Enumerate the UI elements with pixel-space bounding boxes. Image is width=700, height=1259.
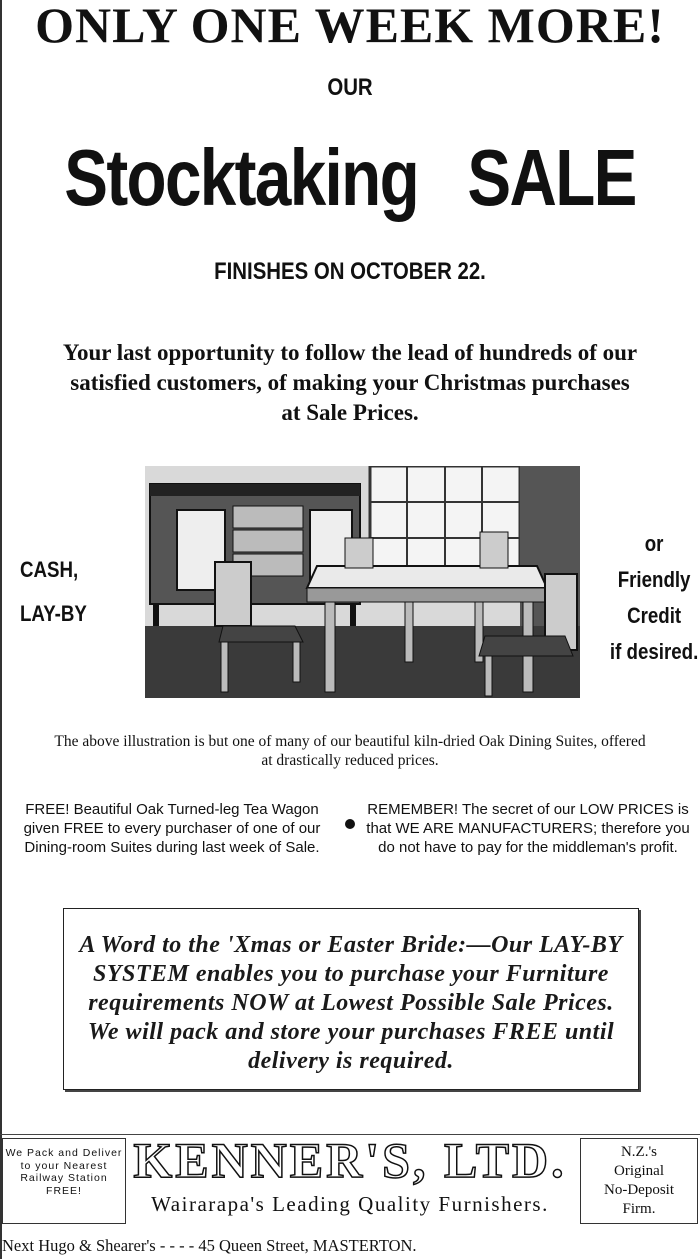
- subheading-our: OUR: [327, 74, 373, 101]
- bride-notice-box: [63, 908, 639, 1090]
- bride-notice-text: A Word to the 'Xmas or Easter Bride:—Our LAY-BY SYSTEM enables you to purchase your Furniture requirements NOW at Lowest Possible Sale Prices. We will pack and store your purchases FREE until delivery is required.: [79, 932, 623, 1074]
- nz-firm-box: [580, 1138, 698, 1224]
- sale-title: Stocktaking SALE: [64, 133, 636, 222]
- remember-text: REMEMBER! The secret of our LOW PRICES is that WE ARE MANUFACTURERS; therefore you do not have to pay for the middleman's profit.: [366, 801, 690, 856]
- payment-layby: LAY-BY: [20, 601, 87, 626]
- delivery-box: [2, 1138, 126, 1224]
- dining-suite-illustration: [145, 466, 580, 698]
- headline: ONLY ONE WEEK MORE!: [35, 0, 665, 53]
- payment-friendly: Friendly: [617, 567, 691, 592]
- nz-line-3: No-Deposit: [604, 1182, 674, 1198]
- payment-if-desired: if desired.: [609, 639, 699, 664]
- payment-or: or: [644, 531, 664, 556]
- illustration-caption: The above illustration is but one of many of our beautiful kiln-dried Oak Dining Suites, offered at drastically reduced prices.: [54, 733, 646, 769]
- lead-paragraph: Your last opportunity to follow the lead of hundreds of our satisfied customers, of making your Christmas purchases at Sale Prices.: [62, 340, 638, 425]
- payment-credit: Credit: [627, 603, 682, 628]
- brand-tagline: Wairarapa's Leading Quality Furnishers.: [151, 1192, 549, 1216]
- payment-options-left: [20, 548, 109, 636]
- nz-line-4: Firm.: [622, 1201, 656, 1217]
- nz-line-2: Original: [614, 1163, 664, 1179]
- brand-name: KENNER'S, LTD.: [133, 1132, 567, 1188]
- delivery-box-text: We Pack and Deliver to your Nearest Railway Station FREE!: [5, 1147, 123, 1197]
- payment-options-right: [608, 526, 700, 670]
- nz-line-1: N.Z.'s: [620, 1144, 658, 1160]
- free-offer-text: FREE! Beautiful Oak Turned-leg Tea Wagon given FREE to every purchaser of one of our Dining-room Suites during last week of Sale.: [23, 801, 321, 856]
- payment-cash: CASH,: [20, 557, 79, 582]
- nz-firm-text: [581, 1143, 697, 1219]
- page-border: [0, 0, 2, 1259]
- bullet-dot-icon: [345, 819, 355, 829]
- store-address: Next Hugo & Shearer's - - - - 45 Queen Street, MASTERTON.: [2, 1236, 417, 1255]
- finish-date: FINISHES ON OCTOBER 22.: [214, 258, 486, 285]
